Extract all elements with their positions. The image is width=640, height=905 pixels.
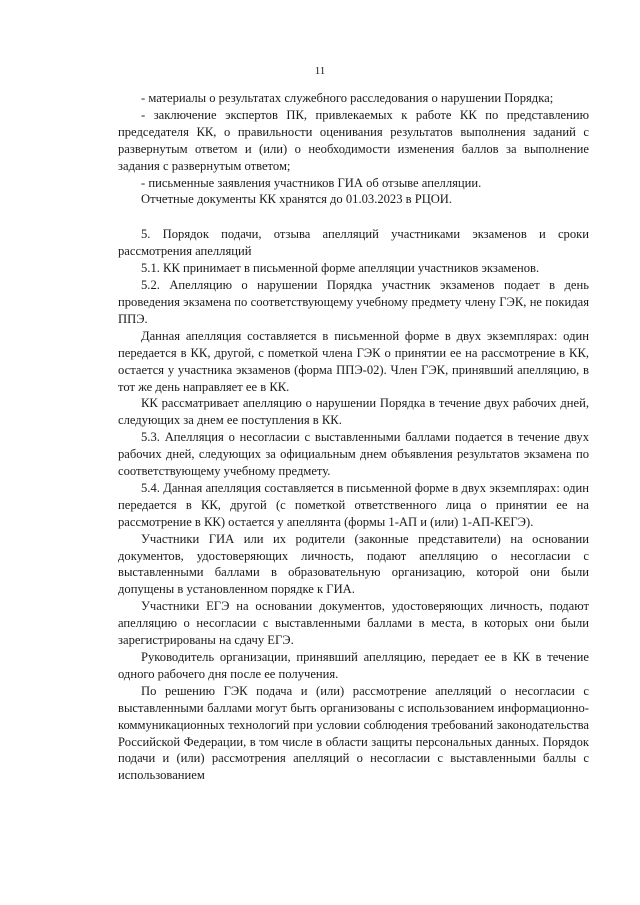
paragraph-organization-head: Руководитель организации, принявший апелляцию, передает ее в КК в течение одного рабочего дня после ее получения.	[118, 650, 589, 681]
paragraph-appeal-copies: Данная апелляция составляется в письменной форме в двух экземплярах: один передается в КК, другой, с пометкой члена ГЭК о принятии ее на рассмотрение в КК, остается у участника экзаменов (форма ППЭ-02). Член ГЭК, принявший апелляцию, в тот же день направляет ее в КК.	[118, 328, 589, 394]
paragraph-5-1: 5.1. КК принимает в письменной форме апелляции участников экзаменов.	[141, 261, 540, 276]
paragraph-ege-participants: Участники ЕГЭ на основании документов, удостоверяющих личность, подают апелляцию о несогласии с выставленными баллами в места, в которых они были зарегистрированы на сдачу ЕГЭ.	[118, 599, 589, 648]
paragraph-gia-participants: Участники ГИА или их родители (законные представители) на основании документов, удостоверяющих личность, подают апелляцию о несогласии с выставленными баллами в образовательную организацию, которой они были допущены в установленном порядке к ГИА.	[118, 531, 589, 597]
document-body	[118, 90, 589, 784]
paragraph-5-2: 5.2. Апелляцию о нарушении Порядка участник экзаменов подает в день проведения экзамена по соответствующему учебному предмету члену ГЭК, не покидая ППЭ.	[118, 278, 589, 326]
section-heading-appeals: 5. Порядок подачи, отзыва апелляций участниками экзаменов и сроки рассмотрения апелляций	[118, 227, 589, 259]
paragraph-withdrawal-statements: - письменные заявления участников ГИА об отзыве апелляции.	[141, 175, 482, 190]
paragraph-expert-conclusion: - заключение экспертов ПК, привлекаемых к работе КК по представлению председателя КК, о правильности оценивания результатов выполнения заданий с развернутым ответом и (или) о необходимости изменения баллов за выполнение задания с развернутым ответом;	[118, 107, 589, 173]
paragraph-kk-review: КК рассматривает апелляцию о нарушении Порядка в течение двух рабочих дней, следующих за днем ее поступления в КК.	[118, 396, 589, 428]
paragraph-gek-decision: По решению ГЭК подача и (или) рассмотрение апелляций о несогласии с выставленными баллами могут быть организованы с использованием информационно-коммуникационных технологий при условии соблюдения требований законодательства Российской Федерации, в том числе в области защиты персональных данных. Порядок подачи и (или) рассмотрения апелляций о несогласии с выставленными баллы с использованием	[118, 683, 589, 783]
paragraph-5-3: 5.3. Апелляция о несогласии с выставленными баллами подается в течение двух рабочих дней, следующих за официальным днем объявления результатов экзамена по соответствующему учебному предмету.	[118, 430, 589, 479]
paragraph-investigation-materials: - материалы о результатах служебного расследования о нарушении Порядка;	[141, 91, 554, 105]
page-number: 11	[314, 65, 326, 77]
paragraph-report-storage: Отчетные документы КК хранятся до 01.03.2023 в РЦОИ.	[141, 192, 453, 207]
paragraph-5-4: 5.4. Данная апелляция составляется в письменной форме в двух экземплярах: один передается в КК, другой (с пометкой ответственного лица о принятии ее на рассмотрение в КК) остается у апеллянта (формы 1-АП и (или) 1-АП-КЕГЭ).	[118, 480, 589, 529]
